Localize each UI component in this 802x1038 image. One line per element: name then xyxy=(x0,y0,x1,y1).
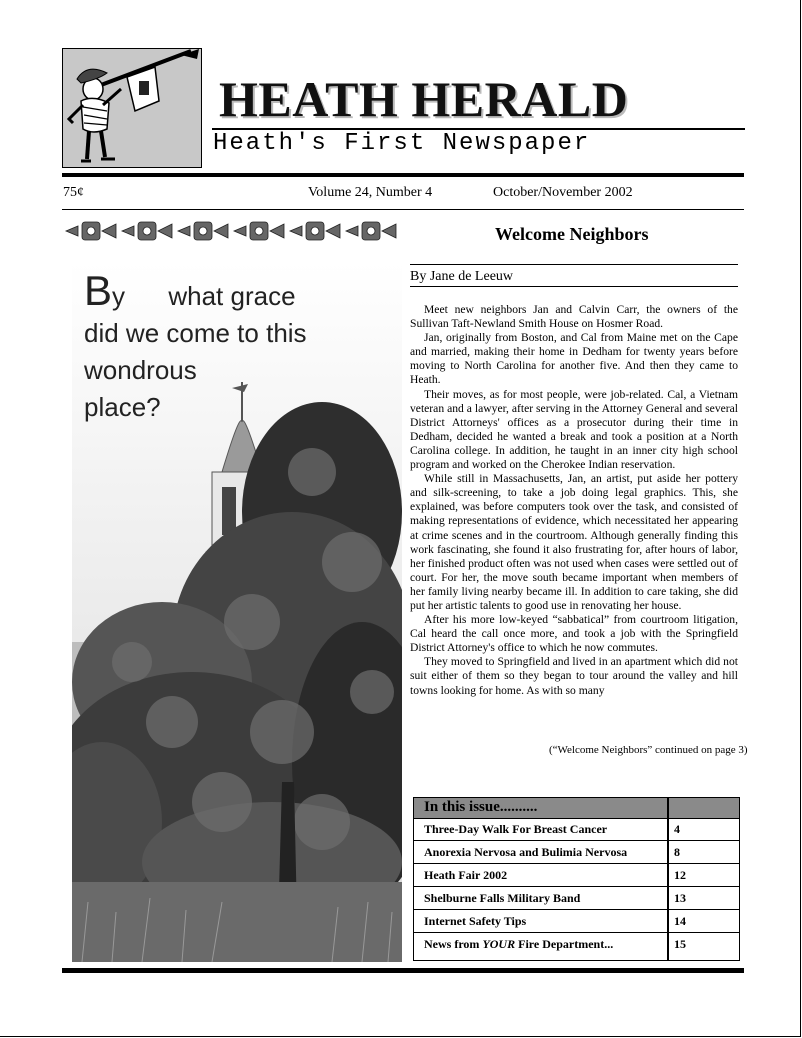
toc-row[interactable] xyxy=(414,864,739,887)
issue-volume: Volume 24, Number 4 xyxy=(308,185,433,200)
info-divider xyxy=(62,209,744,210)
toc-item-title: News from YOUR Fire Department... xyxy=(424,937,614,951)
quote-line-3: wondrous xyxy=(84,355,197,385)
newspaper-title: HEATH HERALD xyxy=(219,71,629,127)
masthead-divider xyxy=(62,173,744,177)
article-paragraph: Jan, originally from Boston, and Cal from Maine met on the Cape and married, making their home in Dedham for twenty years before moving to North Carolina for another five. And then they came to Heath. xyxy=(410,331,738,387)
byline-rule-bottom xyxy=(410,286,738,287)
toc-row[interactable] xyxy=(414,818,739,841)
toc-row[interactable] xyxy=(414,933,739,956)
toc-item-title: Internet Safety Tips xyxy=(424,914,527,928)
quote-line-4: place? xyxy=(84,392,161,422)
toc-item-title: Three-Day Walk For Breast Cancer xyxy=(424,822,608,836)
newspaper-subtitle: Heath's First Newspaper xyxy=(213,130,591,157)
herald-trumpeter-icon xyxy=(63,49,200,166)
issue-date: October/November 2002 xyxy=(493,185,633,200)
quote-drop-letter: B xyxy=(84,267,113,314)
article-body xyxy=(410,303,738,698)
toc-row[interactable] xyxy=(414,910,739,933)
toc-item-page: 15 xyxy=(674,937,686,951)
photo-quote xyxy=(84,267,384,426)
in-this-issue-box xyxy=(413,797,740,961)
toc-item-page: 12 xyxy=(674,868,686,882)
article-paragraph: Their moves, as for most people, were job-related. Cal, a Vietnam veteran and a lawyer, after serving in the Attorney General and several District Attorneys' offices as a prosecutor during their time in Dedham, decided he wanted a break and took a position at a North Carolina college. In addition, he taught in an inner city high school program and worked on the Cherokee Indian reservation. xyxy=(410,387,738,472)
toc-item-page: 14 xyxy=(674,914,686,928)
quote-line-2: did we come to this xyxy=(84,318,307,348)
issue-price: 75¢ xyxy=(63,185,84,200)
article-paragraph: While still in Massachusetts, Jan, an artist, put aside her pottery and silk-screening, to take a job doing legal graphics. This, she explained, was before computers took over the task, and consisted of making representations of evidence, which necessitated her appearing at crime scenes and in the courtroom. Although generally finding this work fascinating, she found it also frustrating for, after hours of labor, her finished product often was not used when cases were settled out of court. For her, the move south became important when members of her family living nearby became ill. In addition to care taking, she did put her artistic talents to good use in renovating her house. xyxy=(410,472,738,612)
toc-item-title: Heath Fair 2002 xyxy=(424,868,508,882)
toc-item-page: 8 xyxy=(674,845,680,859)
toc-row[interactable] xyxy=(414,841,739,864)
toc-header xyxy=(414,798,739,819)
continued-note: (“Welcome Neighbors” continued on page 3) xyxy=(549,744,748,756)
herald-logo xyxy=(62,48,202,168)
article-paragraph: Meet new neighbors Jan and Calvin Carr, the owners of the Sullivan Taft-Newland Smith House on Hosmer Road. xyxy=(410,303,738,331)
toc-item-title: Anorexia Nervosa and Bulimia Nervosa xyxy=(424,845,628,859)
page-bottom-rule xyxy=(62,968,744,973)
toc-row[interactable] xyxy=(414,887,739,910)
toc-item-title: Shelburne Falls Military Band xyxy=(424,891,581,905)
article-paragraph: They moved to Springfield and lived in an apartment which did not suit either of them so they began to tour around the valley and hill towns looking for home. As with so many xyxy=(410,655,738,697)
byline-rule-top xyxy=(410,264,738,265)
article-headline: Welcome Neighbors xyxy=(495,224,649,244)
toc-item-page: 13 xyxy=(674,891,686,905)
toc-item-page: 4 xyxy=(674,822,680,836)
ornament-border-icon xyxy=(64,218,404,244)
article-byline: By Jane de Leeuw xyxy=(410,269,514,284)
toc-heading: In this issue.......... xyxy=(424,799,538,815)
quote-line-1: By what grace xyxy=(84,267,296,314)
toc-column-divider xyxy=(667,798,669,960)
article-paragraph: After his more low-keyed “sabbatical” from courtroom litigation, Cal heard the call once more, and took a job with the Springfield District Attorney's office to which he now commutes. xyxy=(410,613,738,655)
